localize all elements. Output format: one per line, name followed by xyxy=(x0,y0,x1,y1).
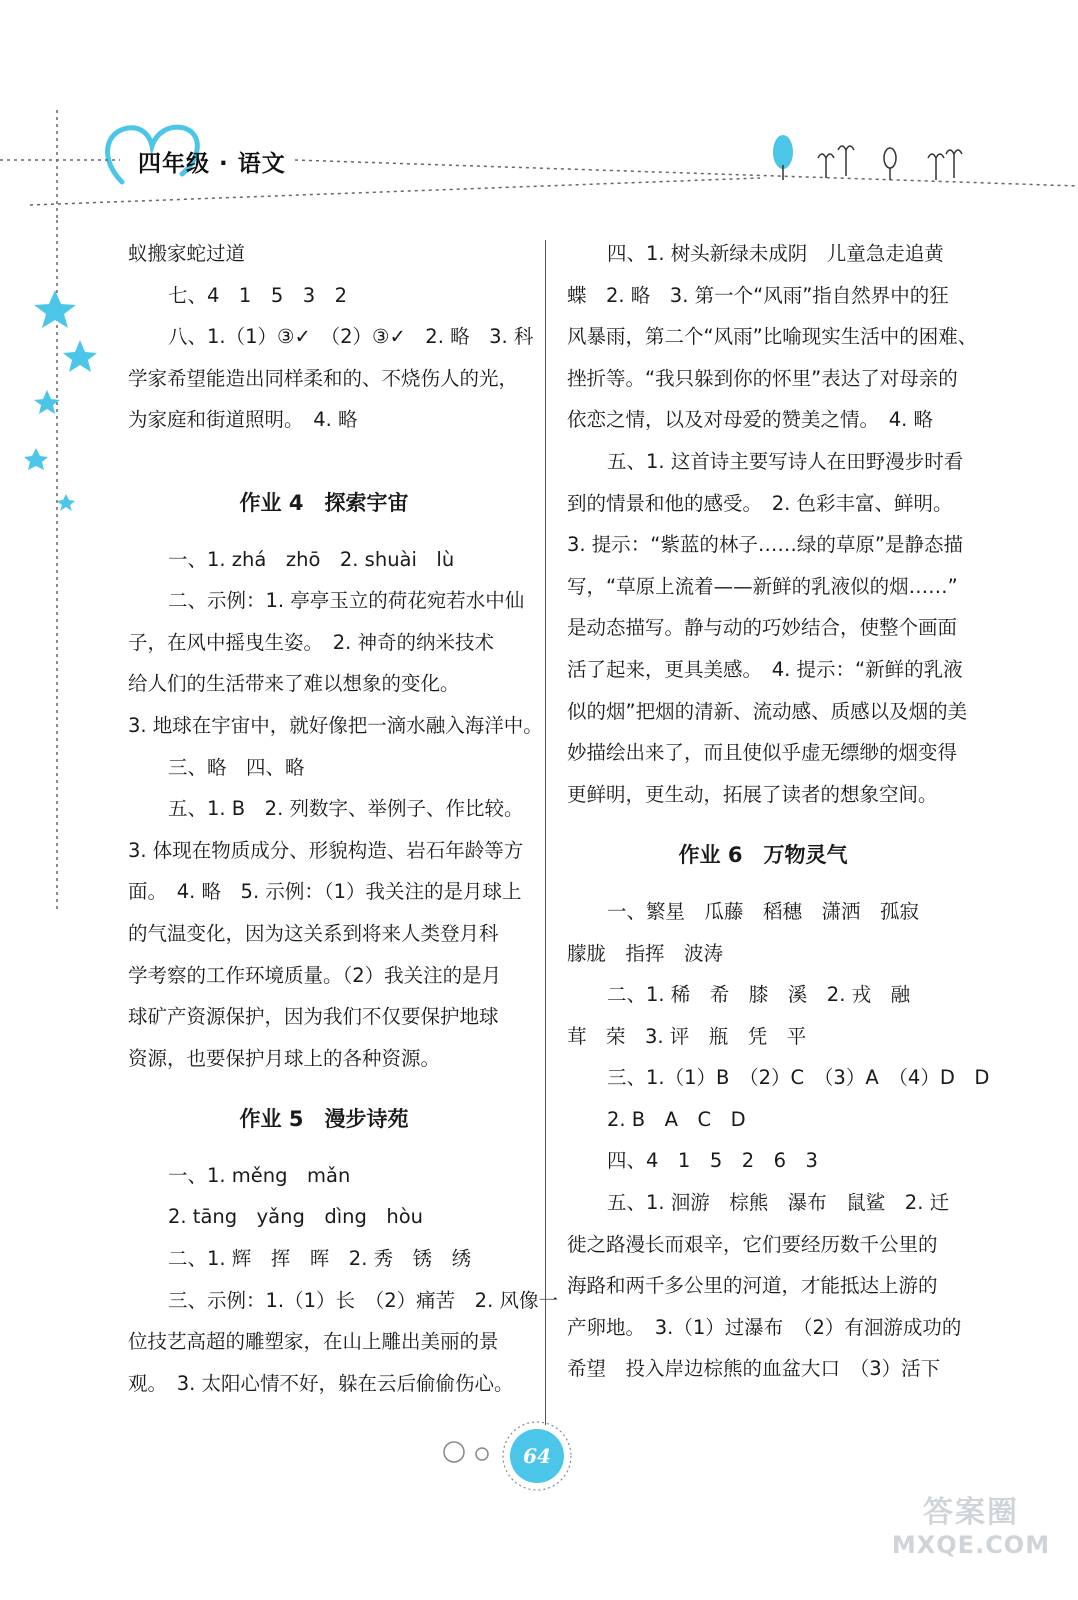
text-line: 蚁搬家蛇过道 xyxy=(128,242,246,265)
text-line: 学家希望能造出同样柔和的、不烧伤人的光， xyxy=(128,366,519,390)
text-line: 蝶 2. 略 3. 第一个“风雨”指自然界中的狂 xyxy=(567,283,949,307)
spacer xyxy=(128,1079,520,1099)
text-line: 面。 4. 略 5. 示例：（1）我关注的是月球上 xyxy=(128,880,522,904)
text-line: 四、4 1 5 2 6 3 xyxy=(607,1149,818,1173)
star-icon xyxy=(57,494,75,511)
spacer xyxy=(128,525,520,539)
tree-icon xyxy=(773,135,793,169)
text-line: 一、1. měng mǎn xyxy=(168,1163,351,1187)
text-line: 风暴雨，第二个“风雨”比喻现实生活中的困难、 xyxy=(567,325,978,349)
text-line: 位技艺高超的雕塑家，在山上雕出美丽的景 xyxy=(128,1330,499,1354)
flower-icon xyxy=(928,150,962,180)
text-line: 资源，也要保护月球上的各种资源。 xyxy=(128,1046,441,1070)
circle-icon xyxy=(476,1448,488,1460)
tree-icon xyxy=(884,148,896,168)
text-line: 更鲜明，更生动，拓展了读者的想象空间。 xyxy=(567,782,938,806)
text-line: 一、繁星 瓜藤 稻穗 潇洒 孤寂 xyxy=(607,899,920,923)
header-dotted-line xyxy=(30,178,760,205)
flower-icon xyxy=(818,146,854,178)
text-line: 七、4 1 5 3 2 xyxy=(168,283,348,307)
section-title: 作业 4 探索宇宙 xyxy=(239,490,409,515)
page-header-title: 四年级 · 语文 xyxy=(138,151,286,177)
watermark-logo-text: 答案圈 xyxy=(923,1495,1019,1530)
text-line: 为家庭和街道照明。 4. 略 xyxy=(128,408,358,432)
text-line: 挫折等。“我只躲到你的怀里”表达了对母亲的 xyxy=(567,366,958,390)
text-line: 五、1. 洄游 棕熊 瀑布 鼠鲨 2. 迁 xyxy=(607,1191,950,1215)
text-line: 学考察的工作环境质量。（2）我关注的是月 xyxy=(128,963,502,987)
text-line: 是动态描写。静与动的巧妙结合，使整个画面 xyxy=(567,616,958,640)
column-divider xyxy=(545,240,546,1425)
text-line: 朦胧 指挥 波涛 xyxy=(567,941,724,965)
right-column xyxy=(567,233,990,1390)
text-line: 的气温变化，因为这关系到将来人类登月科 xyxy=(128,921,499,945)
text-line: 二、1. 稀 希 膝 溪 2. 戎 融 xyxy=(607,983,911,1007)
text-line: 妙描绘出来了，而且使似乎虚无缥缈的烟变得 xyxy=(567,741,958,765)
text-line: 球矿产资源保护，因为我们不仅要保护地球 xyxy=(128,1005,499,1029)
header-decoration xyxy=(0,0,1078,220)
watermark xyxy=(878,1487,1064,1559)
text-line: 依恋之情，以及对母爱的赞美之情。 4. 略 xyxy=(567,408,934,432)
text-line: 五、1. B 2. 列数字、举例子、作比较。 xyxy=(168,797,524,821)
page-number: 64 xyxy=(510,1429,564,1483)
text-line: 海路和两千多公里的河道，才能抵达上游的 xyxy=(567,1274,938,1298)
spacer xyxy=(567,815,959,835)
star-icon xyxy=(34,390,60,414)
star-icon xyxy=(34,290,76,328)
text-line: 三、示例：1.（1）长 （2）痛苦 2. 风像一 xyxy=(168,1288,558,1312)
spacer xyxy=(128,441,520,483)
text-line: 八、1.（1）③✓ （2）③✓ 2. 略 3. 科 xyxy=(168,325,534,349)
text-line: 产卵地。 3.（1）过瀑布 （2）有洄游成功的 xyxy=(567,1315,962,1339)
section-title: 作业 6 万物灵气 xyxy=(678,843,848,868)
text-line: 子，在风中摇曳生姿。 2. 神奇的纳米技术 xyxy=(128,630,495,654)
text-line: 希望 投入岸边棕熊的血盆大口 （3）活下 xyxy=(567,1357,941,1381)
text-line: 二、示例：1. 亭亭玉立的荷花宛若水中仙 xyxy=(168,589,525,613)
text-line: 一、1. zhá zhō 2. shuài lù xyxy=(168,547,455,571)
text-line: 到的情景和他的感受。 2. 色彩丰富、鲜明。 xyxy=(567,491,953,515)
header-dotted-line xyxy=(295,160,1078,186)
spacer xyxy=(128,1141,520,1155)
left-column xyxy=(128,233,558,1404)
text-line: 观。 3. 太阳心情不好，躲在云后偷偷伤心。 xyxy=(128,1371,514,1395)
text-line: 3. 地球在宇宙中，就好像把一滴水融入海洋中。 xyxy=(128,713,543,737)
section-title: 作业 5 漫步诗苑 xyxy=(239,1107,409,1132)
margin-decoration xyxy=(0,220,110,920)
text-line: 二、1. 辉 挥 晖 2. 秀 锈 绣 xyxy=(168,1247,472,1271)
text-line: 2. tāng yǎng dìng hòu xyxy=(168,1205,424,1229)
spacer xyxy=(567,877,959,891)
text-line: 给人们的生活带来了难以想象的变化。 xyxy=(128,672,460,696)
text-line: 似的烟”把烟的清新、流动感、质感以及烟的美 xyxy=(567,699,968,723)
text-line: 五、1. 这首诗主要写诗人在田野漫步时看 xyxy=(607,449,964,473)
text-line: 三、略 四、略 xyxy=(168,755,305,779)
text-line: 3. 提示：“紫蓝的林子……绿的草原”是静态描 xyxy=(567,533,964,557)
text-line: 写，“草原上流着——新鲜的乳液似的烟……” xyxy=(567,574,958,598)
circle-icon xyxy=(444,1442,464,1462)
star-icon xyxy=(24,448,48,470)
text-line: 茸 荣 3. 评 瓶 凭 平 xyxy=(567,1024,807,1048)
text-line: 3. 体现在物质成分、形貌构造、岩石年龄等方 xyxy=(128,838,524,862)
text-line: 2. B A C D xyxy=(607,1107,746,1131)
watermark-url: MXQE.COM xyxy=(891,1531,1051,1559)
text-line: 三、1.（1）B （2）C （3）A （4）D D xyxy=(607,1066,990,1090)
text-line: 活了起来，更具美感。 4. 提示：“新鲜的乳液 xyxy=(567,657,963,681)
text-line: 徙之路漫长而艰辛，它们要经历数千公里的 xyxy=(567,1232,938,1256)
star-icon xyxy=(63,340,97,372)
text-line: 四、1. 树头新绿未成阴 儿童急走追黄 xyxy=(607,242,944,265)
